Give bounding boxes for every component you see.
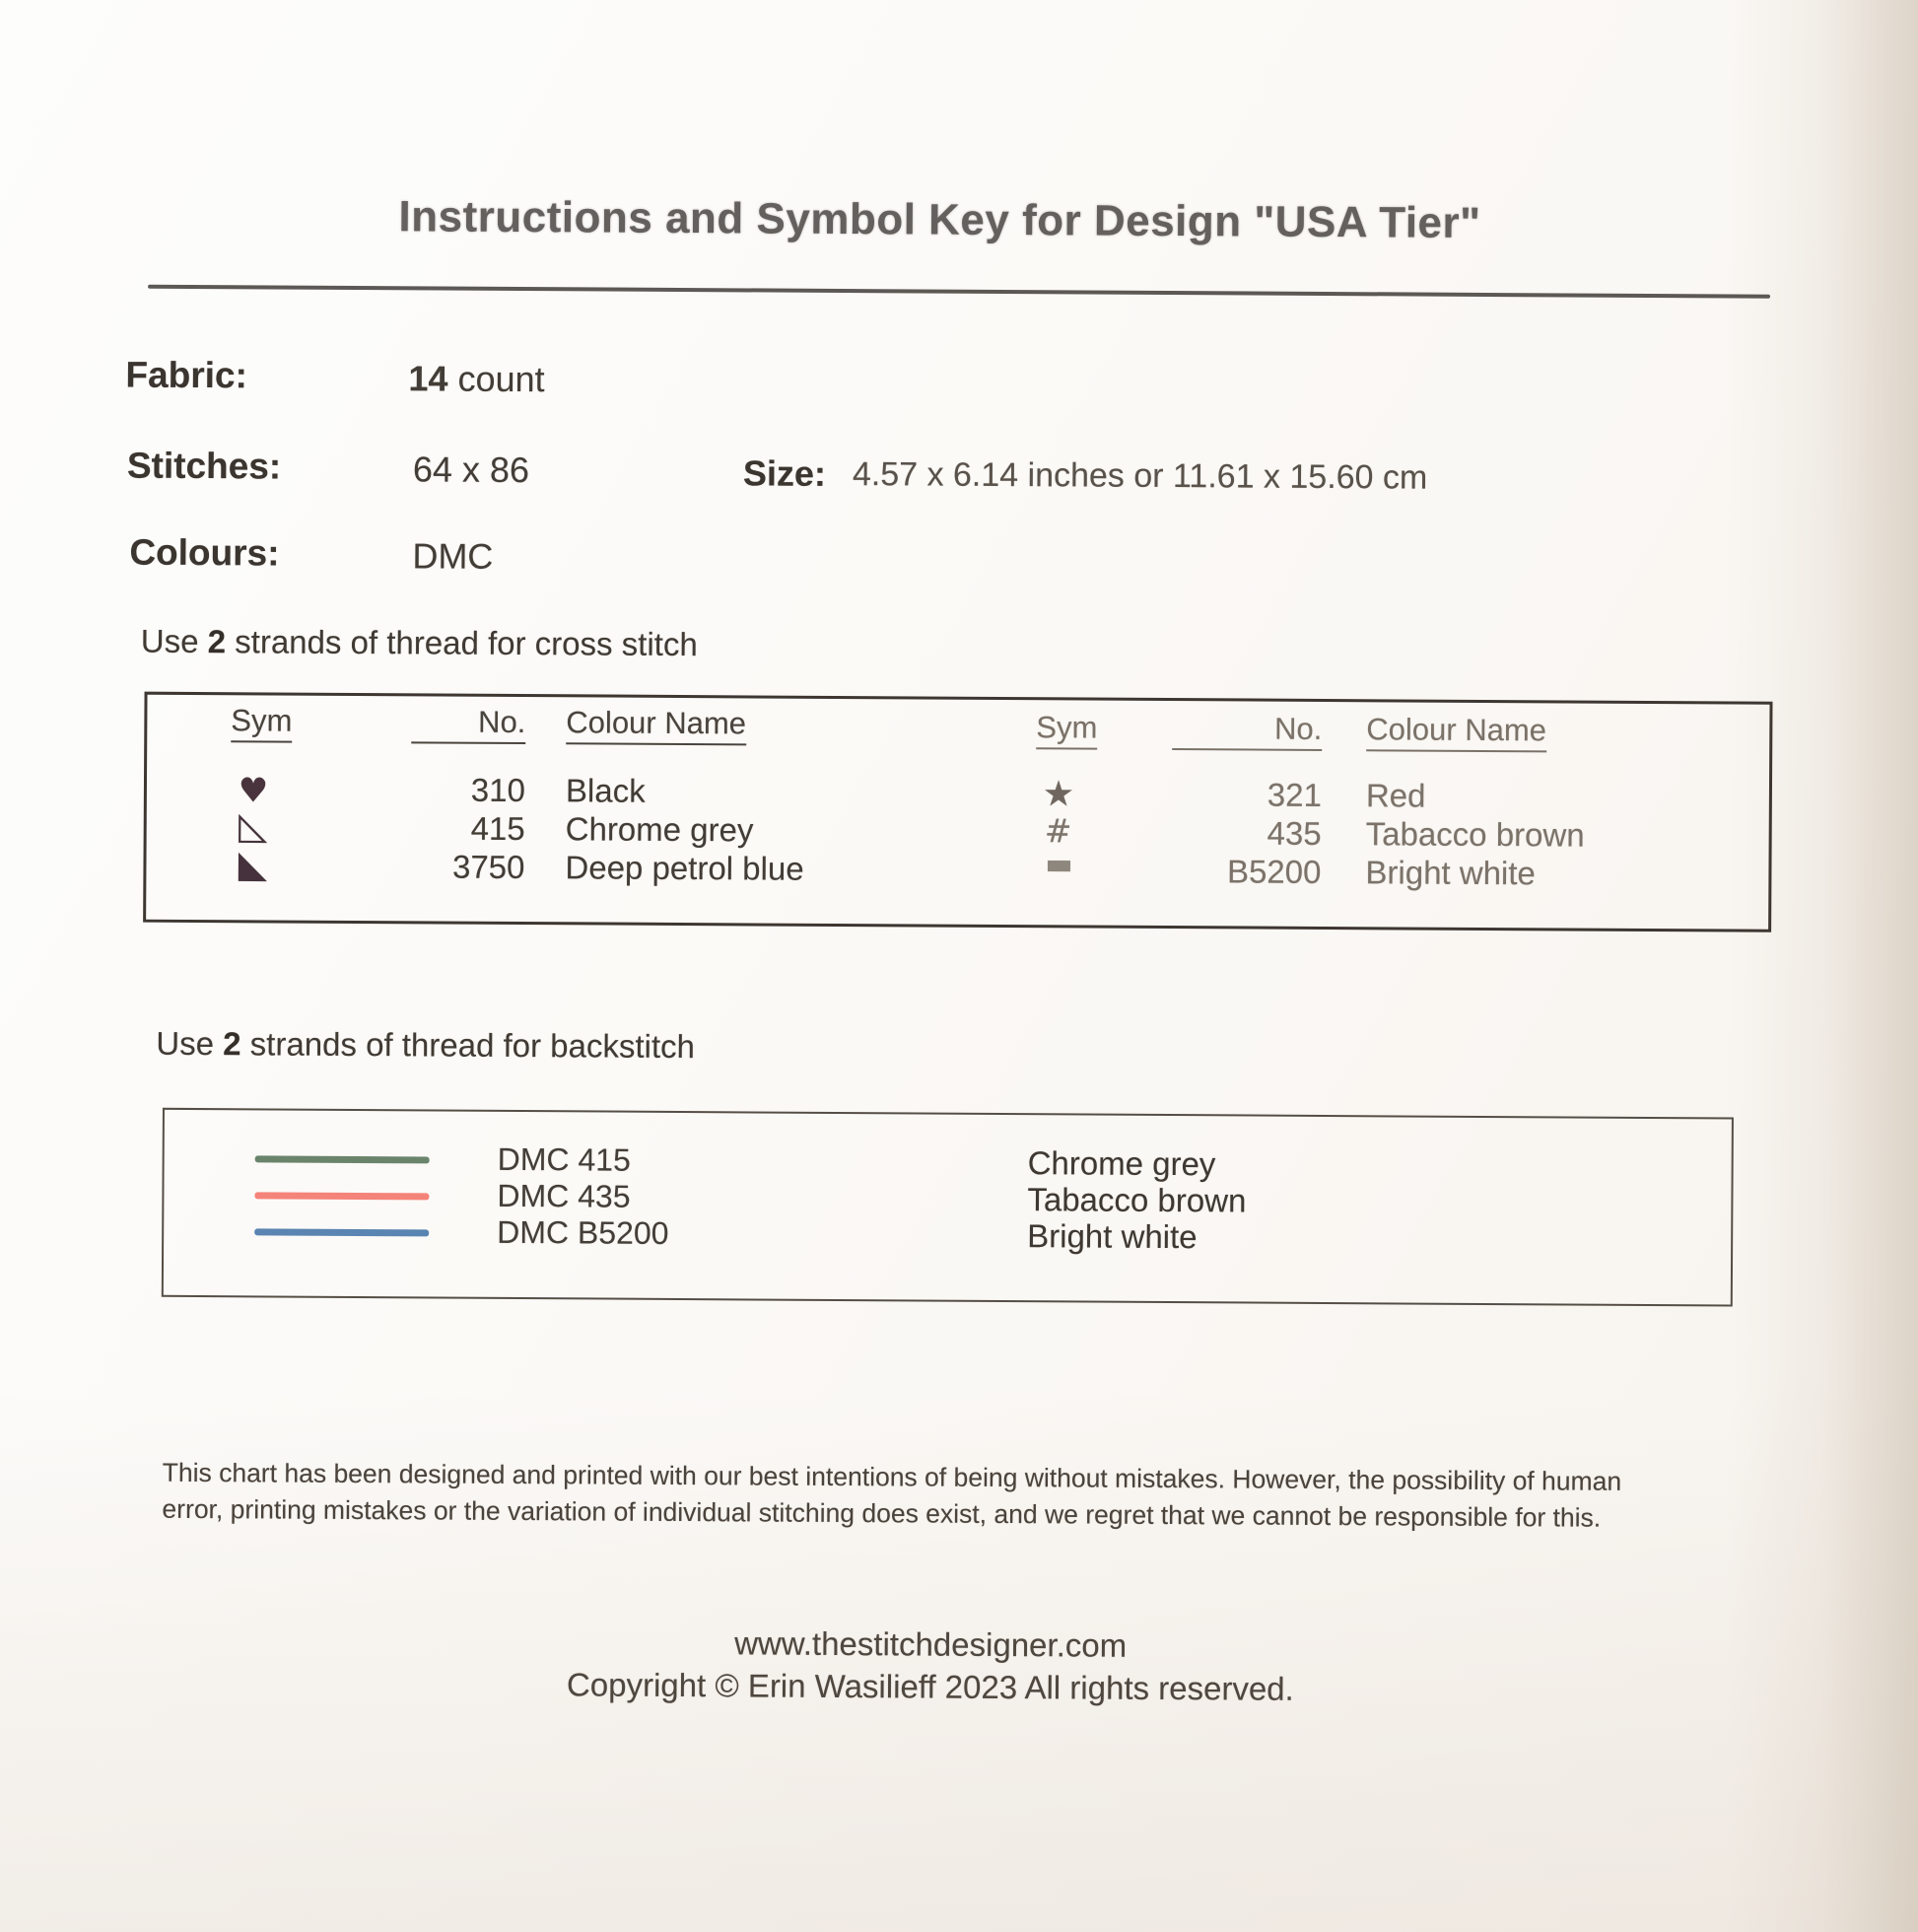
copyright-notice: Copyright © Erin Wasilieff 2023 All rights reserved.	[566, 1666, 1294, 1707]
page-title: Instructions and Symbol Key for Design "USA Tier"	[398, 192, 1481, 247]
size-label: Size:	[742, 452, 827, 494]
backstitch-line-swatch	[254, 1228, 429, 1236]
col-header-colour-right: Colour Name	[1366, 712, 1546, 752]
disclaimer	[162, 1455, 1699, 1538]
heart-icon: ♥	[238, 771, 269, 811]
thread-number: 310	[470, 771, 526, 809]
thread-name: Bright white	[1365, 854, 1536, 892]
thread-number: 435	[1267, 814, 1322, 852]
instruction-strands: 2	[207, 623, 227, 660]
hash-icon: #	[1044, 811, 1072, 851]
lower-left-triangle-filled-icon: ◣	[238, 842, 268, 886]
instruction-strands: 2	[223, 1025, 241, 1063]
col-header-colour-left: Colour Name	[566, 705, 746, 745]
backstitch-name: Bright white	[1027, 1217, 1198, 1256]
star-icon: ★	[1042, 774, 1075, 815]
lower-left-triangle-outline-icon: ◺	[238, 803, 268, 848]
backstitch-line-swatch	[255, 1155, 430, 1163]
cross-stitch-instruction	[141, 623, 698, 663]
thread-name: Tabacco brown	[1365, 815, 1585, 854]
stitches-label: Stitches:	[126, 445, 282, 487]
backstitch-code: DMC B5200	[497, 1213, 669, 1251]
colours-label: Colours:	[129, 531, 280, 574]
backstitch-name: Tabacco brown	[1027, 1181, 1247, 1219]
col-header-sym-left: Sym	[231, 703, 292, 742]
instruction-suffix: strands of thread for cross stitch	[225, 623, 698, 663]
website-url: www.thestitchdesigner.com	[734, 1624, 1128, 1664]
thread-name: Black	[565, 772, 646, 809]
size-value: 4.57 x 6.14 inches or 11.61 x 15.60 cm	[852, 455, 1428, 497]
title-divider	[148, 285, 1770, 299]
thread-number: B5200	[1226, 853, 1322, 890]
thread-number: 415	[470, 809, 525, 848]
disclaimer-line: This chart has been designed and printed with our best intentions of being without mistakes. However, the possibility of human	[162, 1457, 1622, 1496]
fabric-count-number: 14	[408, 358, 448, 399]
col-header-sym-right: Sym	[1036, 710, 1097, 749]
backstitch-key-table	[162, 1108, 1734, 1307]
backstitch-instruction	[156, 1025, 695, 1066]
cross-stitch-key-table	[143, 692, 1772, 932]
colours-value: DMC	[412, 535, 494, 577]
backstitch-code: DMC 435	[497, 1177, 631, 1214]
thread-number: 3750	[451, 848, 525, 886]
stitches-value: 64 x 86	[412, 448, 530, 491]
disclaimer-line: error, printing mistakes or the variation of individual stitching does exist, and we regret that we cannot be responsible for this.	[162, 1493, 1602, 1533]
thick-dash-icon: ▬	[1045, 847, 1071, 882]
fabric-value	[408, 358, 544, 399]
col-header-no-left: No.	[411, 704, 525, 743]
backstitch-line-swatch	[254, 1192, 429, 1200]
fabric-count-unit: count	[447, 358, 545, 400]
thread-name: Red	[1365, 777, 1426, 814]
backstitch-name: Chrome grey	[1027, 1144, 1216, 1183]
instruction-suffix: strands of thread for backstitch	[240, 1025, 696, 1066]
thread-name: Deep petrol blue	[565, 849, 804, 887]
fabric-label: Fabric:	[125, 354, 247, 396]
thread-number: 321	[1267, 776, 1323, 813]
backstitch-code: DMC 415	[497, 1140, 631, 1178]
thread-name: Chrome grey	[565, 810, 754, 849]
instruction-prefix: Use	[140, 622, 208, 660]
instruction-prefix: Use	[156, 1024, 224, 1063]
col-header-no-right: No.	[1172, 711, 1322, 751]
